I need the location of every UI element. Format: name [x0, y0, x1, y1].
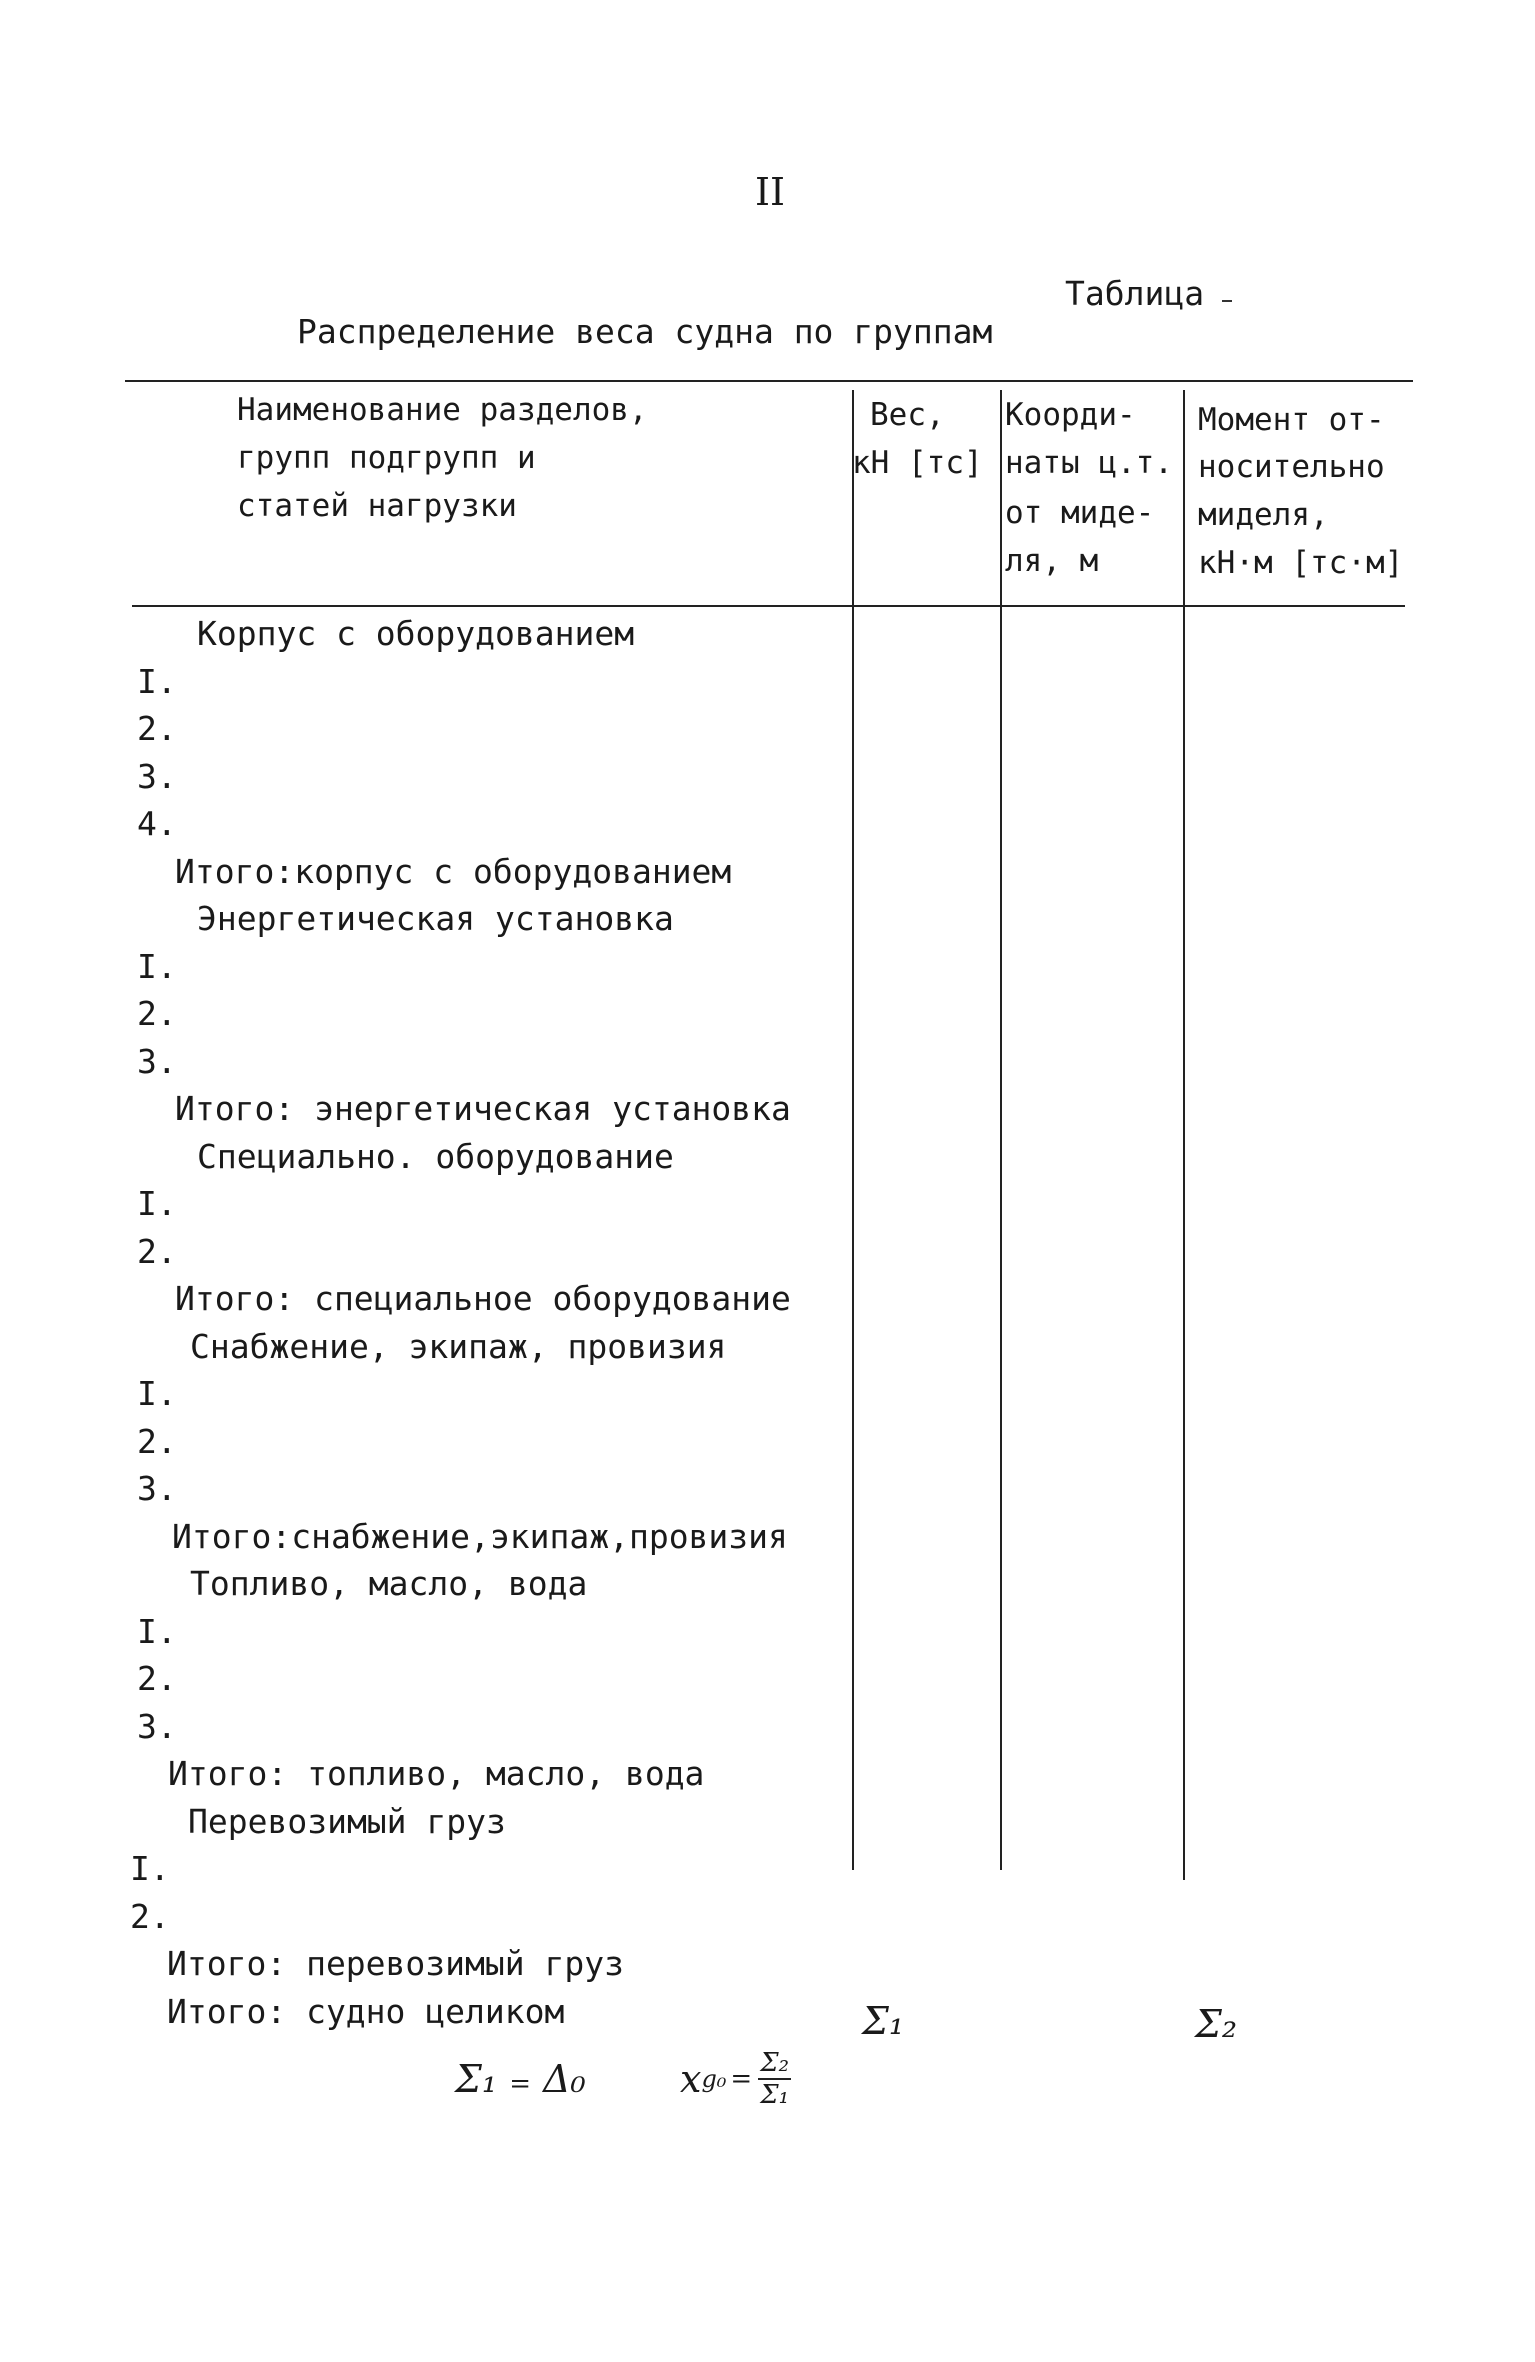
- header-col-name-line-1: Наименование разделов,: [237, 392, 648, 428]
- header-col-coords-line-2: наты ц.т.: [1005, 445, 1173, 481]
- header-col-moment-line-1: Момент от-: [1198, 402, 1385, 438]
- sum-weight: Σ₁: [862, 1999, 905, 2043]
- total-ship: Итого: судно целиком: [167, 1992, 565, 2031]
- row-number: I.: [137, 947, 177, 986]
- row-number: 3.: [137, 1707, 177, 1746]
- formula-cog-denominator: Σ₁: [760, 2080, 790, 2110]
- formula-displacement-eq: =: [509, 2069, 531, 2099]
- header-col-coords-line-4: ля, м: [1005, 543, 1099, 579]
- row-number: I.: [137, 1374, 177, 1413]
- formula-cog-eq: =: [730, 2064, 753, 2094]
- subtotal-special-equipment: Итого: специальное оборудование: [175, 1279, 791, 1318]
- row-number: 3.: [137, 1042, 177, 1081]
- column-divider-1: [852, 390, 854, 1870]
- row-number: 2.: [137, 709, 177, 748]
- row-number: 3.: [137, 1469, 177, 1508]
- row-number: 2.: [137, 1232, 177, 1271]
- row-number: 2.: [137, 1422, 177, 1461]
- page-number: II: [755, 170, 786, 214]
- formula-displacement: [455, 2057, 586, 2101]
- header-col-name-line-3: статей нагрузки: [237, 488, 517, 524]
- formula-displacement-right: Δ₀: [543, 2057, 586, 2101]
- formula-displacement-left: Σ₁: [455, 2057, 498, 2101]
- row-number: I.: [137, 662, 177, 701]
- row-number: I.: [137, 1612, 177, 1651]
- section-supplies-crew: Снабжение, экипаж, провизия: [190, 1327, 727, 1366]
- header-col-weight-line-2: кН [тс]: [852, 445, 983, 481]
- table-label-dash: [1222, 300, 1232, 302]
- row-number: 2.: [137, 1659, 177, 1698]
- header-col-name-line-2: групп подгрупп и: [237, 440, 536, 476]
- section-cargo: Перевозимый груз: [188, 1802, 506, 1841]
- header-col-moment-line-2: носительно: [1198, 449, 1385, 485]
- row-number: 4.: [137, 804, 177, 843]
- row-number: 2.: [130, 1897, 170, 1936]
- column-divider-3: [1183, 390, 1185, 1880]
- subtotal-power-plant: Итого: энергетическая установка: [175, 1089, 791, 1128]
- row-number: I.: [130, 1849, 170, 1888]
- table-title: Распределение веса судна по группам: [297, 312, 993, 351]
- header-col-weight-line-1: Вес,: [870, 397, 945, 433]
- header-col-coords-line-1: Коорди-: [1005, 397, 1136, 433]
- row-number: 3.: [137, 757, 177, 796]
- table-label: Таблица: [1065, 274, 1205, 313]
- subtotal-supplies-crew: Итого:снабжение,экипаж,провизия: [172, 1517, 788, 1556]
- formula-cog-numerator: Σ₂: [760, 2048, 790, 2078]
- table-header-rule: [132, 605, 1405, 607]
- section-fuel-oil-water: Топливо, масло, вода: [190, 1564, 588, 1603]
- formula-center-of-gravity: [680, 2050, 791, 2108]
- row-number: I.: [137, 1184, 177, 1223]
- header-col-moment-line-4: кН·м [тс·м]: [1198, 545, 1404, 581]
- section-power-plant: Энергетическая установка: [197, 899, 674, 938]
- column-divider-2: [1000, 390, 1002, 1870]
- formula-cog-subscript: g₀: [701, 2065, 727, 2093]
- subtotal-hull: Итого:корпус с оборудованием: [175, 852, 732, 891]
- table-top-rule: [125, 380, 1413, 382]
- subtotal-fuel-oil-water: Итого: топливо, масло, вода: [168, 1754, 705, 1793]
- formula-cog-variable: x: [680, 2057, 702, 2101]
- header-col-moment-line-3: миделя,: [1198, 497, 1329, 533]
- section-special-equipment: Специально. оборудование: [197, 1137, 674, 1176]
- sum-moment: Σ₂: [1195, 2002, 1238, 2046]
- row-number: 2.: [137, 994, 177, 1033]
- section-hull: Корпус с оборудованием: [197, 614, 635, 653]
- formula-cog-fraction: [758, 2050, 791, 2108]
- header-col-coords-line-3: от миде-: [1005, 495, 1155, 531]
- subtotal-cargo: Итого: перевозимый груз: [167, 1944, 624, 1983]
